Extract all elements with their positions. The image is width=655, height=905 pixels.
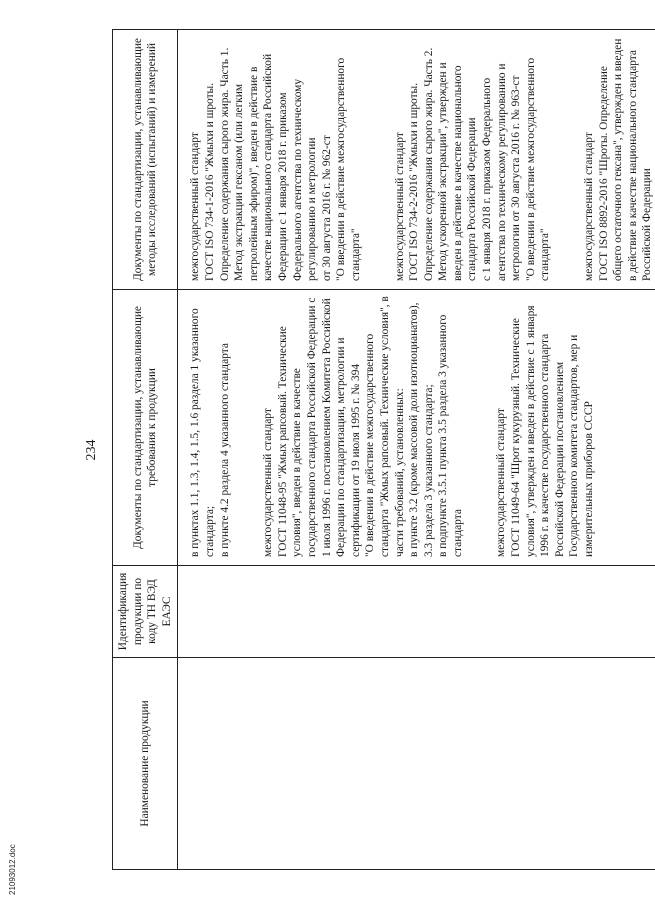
header-tnved-code: Идентификация продукции по коду ТН ВЭД ЕАЭС [113, 566, 178, 658]
header-product-name: Наименование продукции [113, 658, 178, 870]
cell-tnved-code [178, 566, 655, 658]
prod-req-block-3: межгосударственный стандарт ГОСТ 11049-64 "Шрот кукурузный. Технические условия", утвержден и введен в действие с 1 января 1996 г. в качестве государственного стандарта Российской Федерации постановлением Государственного комитета стандартов, мер и измерительных приборов СССР [495, 305, 596, 557]
header-test-method-docs: Документы по стандартизации, устанавливающие методы исследований (испытаний) и измерений [113, 30, 178, 290]
rotated-page-content [82, 30, 654, 870]
table-row [178, 30, 655, 870]
prod-req-block-2: межгосударственный стандарт ГОСТ 11048-95 "Жмых рапсовый. Технические условия", введен в действие в качестве государственного стандарта Российской Федерации с 1 июля 1996 г. постановлением Комитета Российской Федерации по стандартизации, метрологии и сертификации от 19 июля 1995 г. № 394 "О введении в действие межгосударственного стандарта "Жмых рапсовый. Технические условия", в части требований, установленных: в пункте 3.2 (кроме массовой доли изотиоцианатов), 3.3 раздела 3 указанного стандарта; в подпункте 3.5.1 пункта 3.5 раздела 3 указанного стандарта [262, 296, 464, 557]
document-filename: 21093012.doc [8, 844, 17, 895]
test-method-block-3: межгосударственный стандарт ГОСТ ISO 8892-2016 "Шроты. Определение общего остаточного гексана", утвержден и введен в действие в качестве национального стандарта Российской Федерации [583, 38, 654, 281]
header-product-requirement-docs: Документы по стандартизации, устанавливающие требования к продукции [113, 290, 178, 566]
cell-product-name [178, 658, 655, 870]
test-method-block-1: межгосударственный стандарт ГОСТ ISO 734-1-2016 "Жмыхи и шроты. Определение содержания сырого жира. Часть 1. Метод экстракции гексаном (или легким петролейным эфиром)", введен в действие в качестве национального стандарта Российской Федерации с 1 января 2018 г. приказом Федерального агентства по техническому регулированию и метрологии от 30 августа 2016 г. № 962-ст "О введении в действие межгосударственного стандарта" [189, 47, 362, 281]
page-number: 234 [84, 439, 99, 461]
cell-test-method-docs [178, 30, 655, 290]
table-header-row [113, 30, 178, 870]
cell-product-requirement-docs [178, 290, 655, 566]
prod-req-block-1: в пунктах 1.1, 1.3, 1.4, 1.5, 1.6 раздела 1 указанного стандарта; в пункте 4.2 раздела 4 указанного стандарта [189, 308, 231, 557]
test-method-block-2: межгосударственный стандарт ГОСТ ISO 734-2-2016 "Жмыхи и шроты. Определение содержания сырого жира. Часть 2. Метод ускоренной экстракции", утвержден и введен в действие в качестве национального стандарта Российской Федерации с 1 января 2018 г. приказом Федерального агентства по техническому регулированию и метрологии от 30 августа 2016 г. № 963-ст "О введении в действие межгосударственного стандарта" [393, 47, 552, 281]
standards-table [112, 29, 655, 870]
